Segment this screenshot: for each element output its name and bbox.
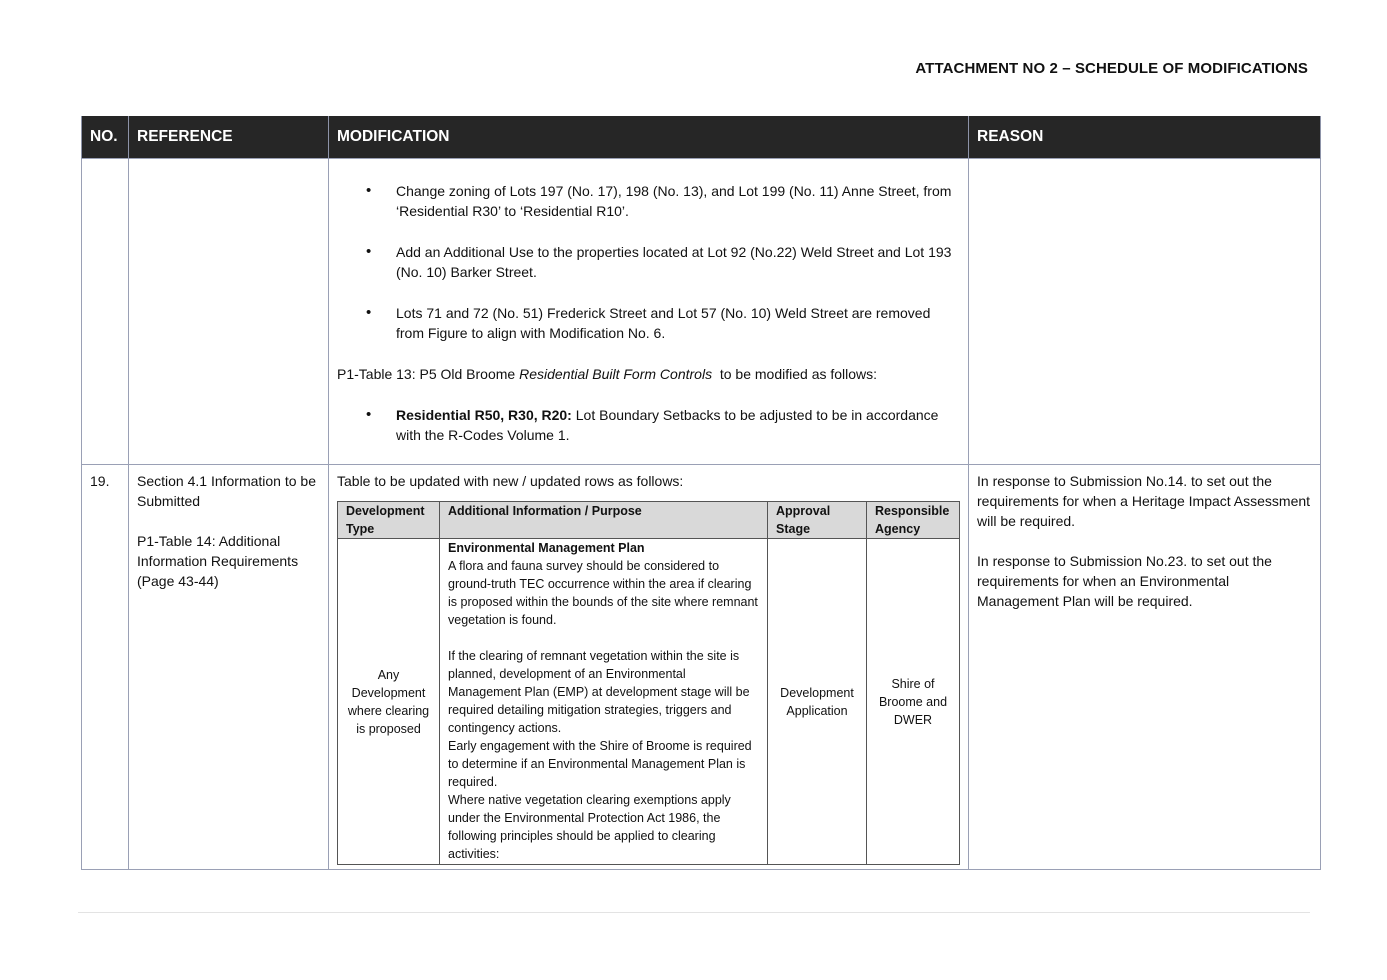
reason-paragraph: In response to Submission No.23. to set out the requirements for when an Environmental Management Plan will be required. <box>977 553 1272 609</box>
additional-info-table <box>337 501 960 865</box>
agency-cell: Shire of Broome and DWER <box>867 539 960 865</box>
reason-paragraph: In response to Submission No.14. to set out the requirements for when a Heritage Impact Assessment will be required. <box>977 473 1311 529</box>
cell-reference <box>129 465 329 870</box>
column-header-no: NO. <box>82 116 129 159</box>
sub-table-header-row <box>338 502 960 539</box>
schedule-table <box>81 116 1321 870</box>
table-row-continued <box>82 159 1321 465</box>
reference-section: Section 4.1 Information to be Submitted <box>137 473 316 509</box>
modification-intro: Table to be updated with new / updated rows as follows: <box>337 473 684 489</box>
cell-reason <box>969 465 1321 870</box>
page-title: ATTACHMENT NO 2 – SCHEDULE OF MODIFICATIONS <box>915 60 1308 77</box>
cell-no-empty <box>82 159 129 465</box>
purpose-paragraph: Where native vegetation clearing exemptions apply under the Environmental Protection Act 1986, the following principles should be applied to clearing activities: <box>448 793 731 861</box>
table13-paragraph: P1-Table 13: P5 Old Broome Residential Built Form Controls to be modified as follows: <box>337 366 878 382</box>
purpose-paragraph: Early engagement with the Shire of Broome is required to determine if an Environmental Management Plan is required. <box>448 739 752 789</box>
table-row-19 <box>82 465 1321 870</box>
cell-modification-continued <box>329 159 969 465</box>
purpose-cell <box>440 539 768 865</box>
column-header-reason: REASON <box>969 116 1321 159</box>
emp-title: Environmental Management Plan <box>448 541 645 555</box>
list-item: • Add an Additional Use to the properties located at Lot 92 (No.22) Weld Street and Lot 193 (No. 10) Barker Street. <box>396 242 960 282</box>
sub-column-header: Approval Stage <box>768 502 867 539</box>
table13-italic-title: Residential Built Form Controls <box>519 366 713 382</box>
paragraph-gap <box>448 629 759 647</box>
dev-type-cell: Any Development where clearing is proposed <box>338 539 440 865</box>
column-header-reference: REFERENCE <box>129 116 329 159</box>
list-item: • Change zoning of Lots 197 (No. 17), 198 (No. 13), and Lot 199 (No. 11) Anne Street, from ‘Residential R30’ to ‘Residential R10’. <box>396 181 960 221</box>
cell-reference-empty <box>129 159 329 465</box>
cell-reason-empty <box>969 159 1321 465</box>
cell-modification <box>329 465 969 870</box>
purpose-paragraph: A flora and fauna survey should be considered to ground-truth TEC occurrence within the area if clearing is proposed within the bounds of the site where remnant vegetation is found. <box>448 559 758 627</box>
approval-stage-cell: Development Application <box>768 539 867 865</box>
cell-row-number: 19. <box>82 465 129 870</box>
sub-column-header: Additional Information / Purpose <box>440 502 768 539</box>
purpose-paragraph: If the clearing of remnant vegetation within the site is planned, development of an Environmental Management Plan (EMP) at development stage will be required detailing mitigation strategies, triggers and contingency actions. <box>448 649 750 735</box>
list-item: • Lots 71 and 72 (No. 51) Frederick Street and Lot 57 (No. 10) Weld Street are removed from Figure to align with Modification No. 6. <box>396 303 960 343</box>
sub-table-row <box>338 539 960 865</box>
column-header-modification: MODIFICATION <box>329 116 969 159</box>
list-item: • Residential R50, R30, R20: Lot Boundary Setbacks to be adjusted to be in accordance with the R-Codes Volume 1. <box>396 405 960 445</box>
modification-bullet-list-2 <box>337 405 960 445</box>
footer-divider <box>78 912 1310 913</box>
table-header-row <box>82 116 1321 159</box>
sub-column-header: Responsible Agency <box>867 502 960 539</box>
reference-table: P1-Table 14: Additional Information Requirements (Page 43-44) <box>137 533 299 589</box>
modification-bullet-list <box>337 181 960 343</box>
sub-column-header: Development Type <box>338 502 440 539</box>
